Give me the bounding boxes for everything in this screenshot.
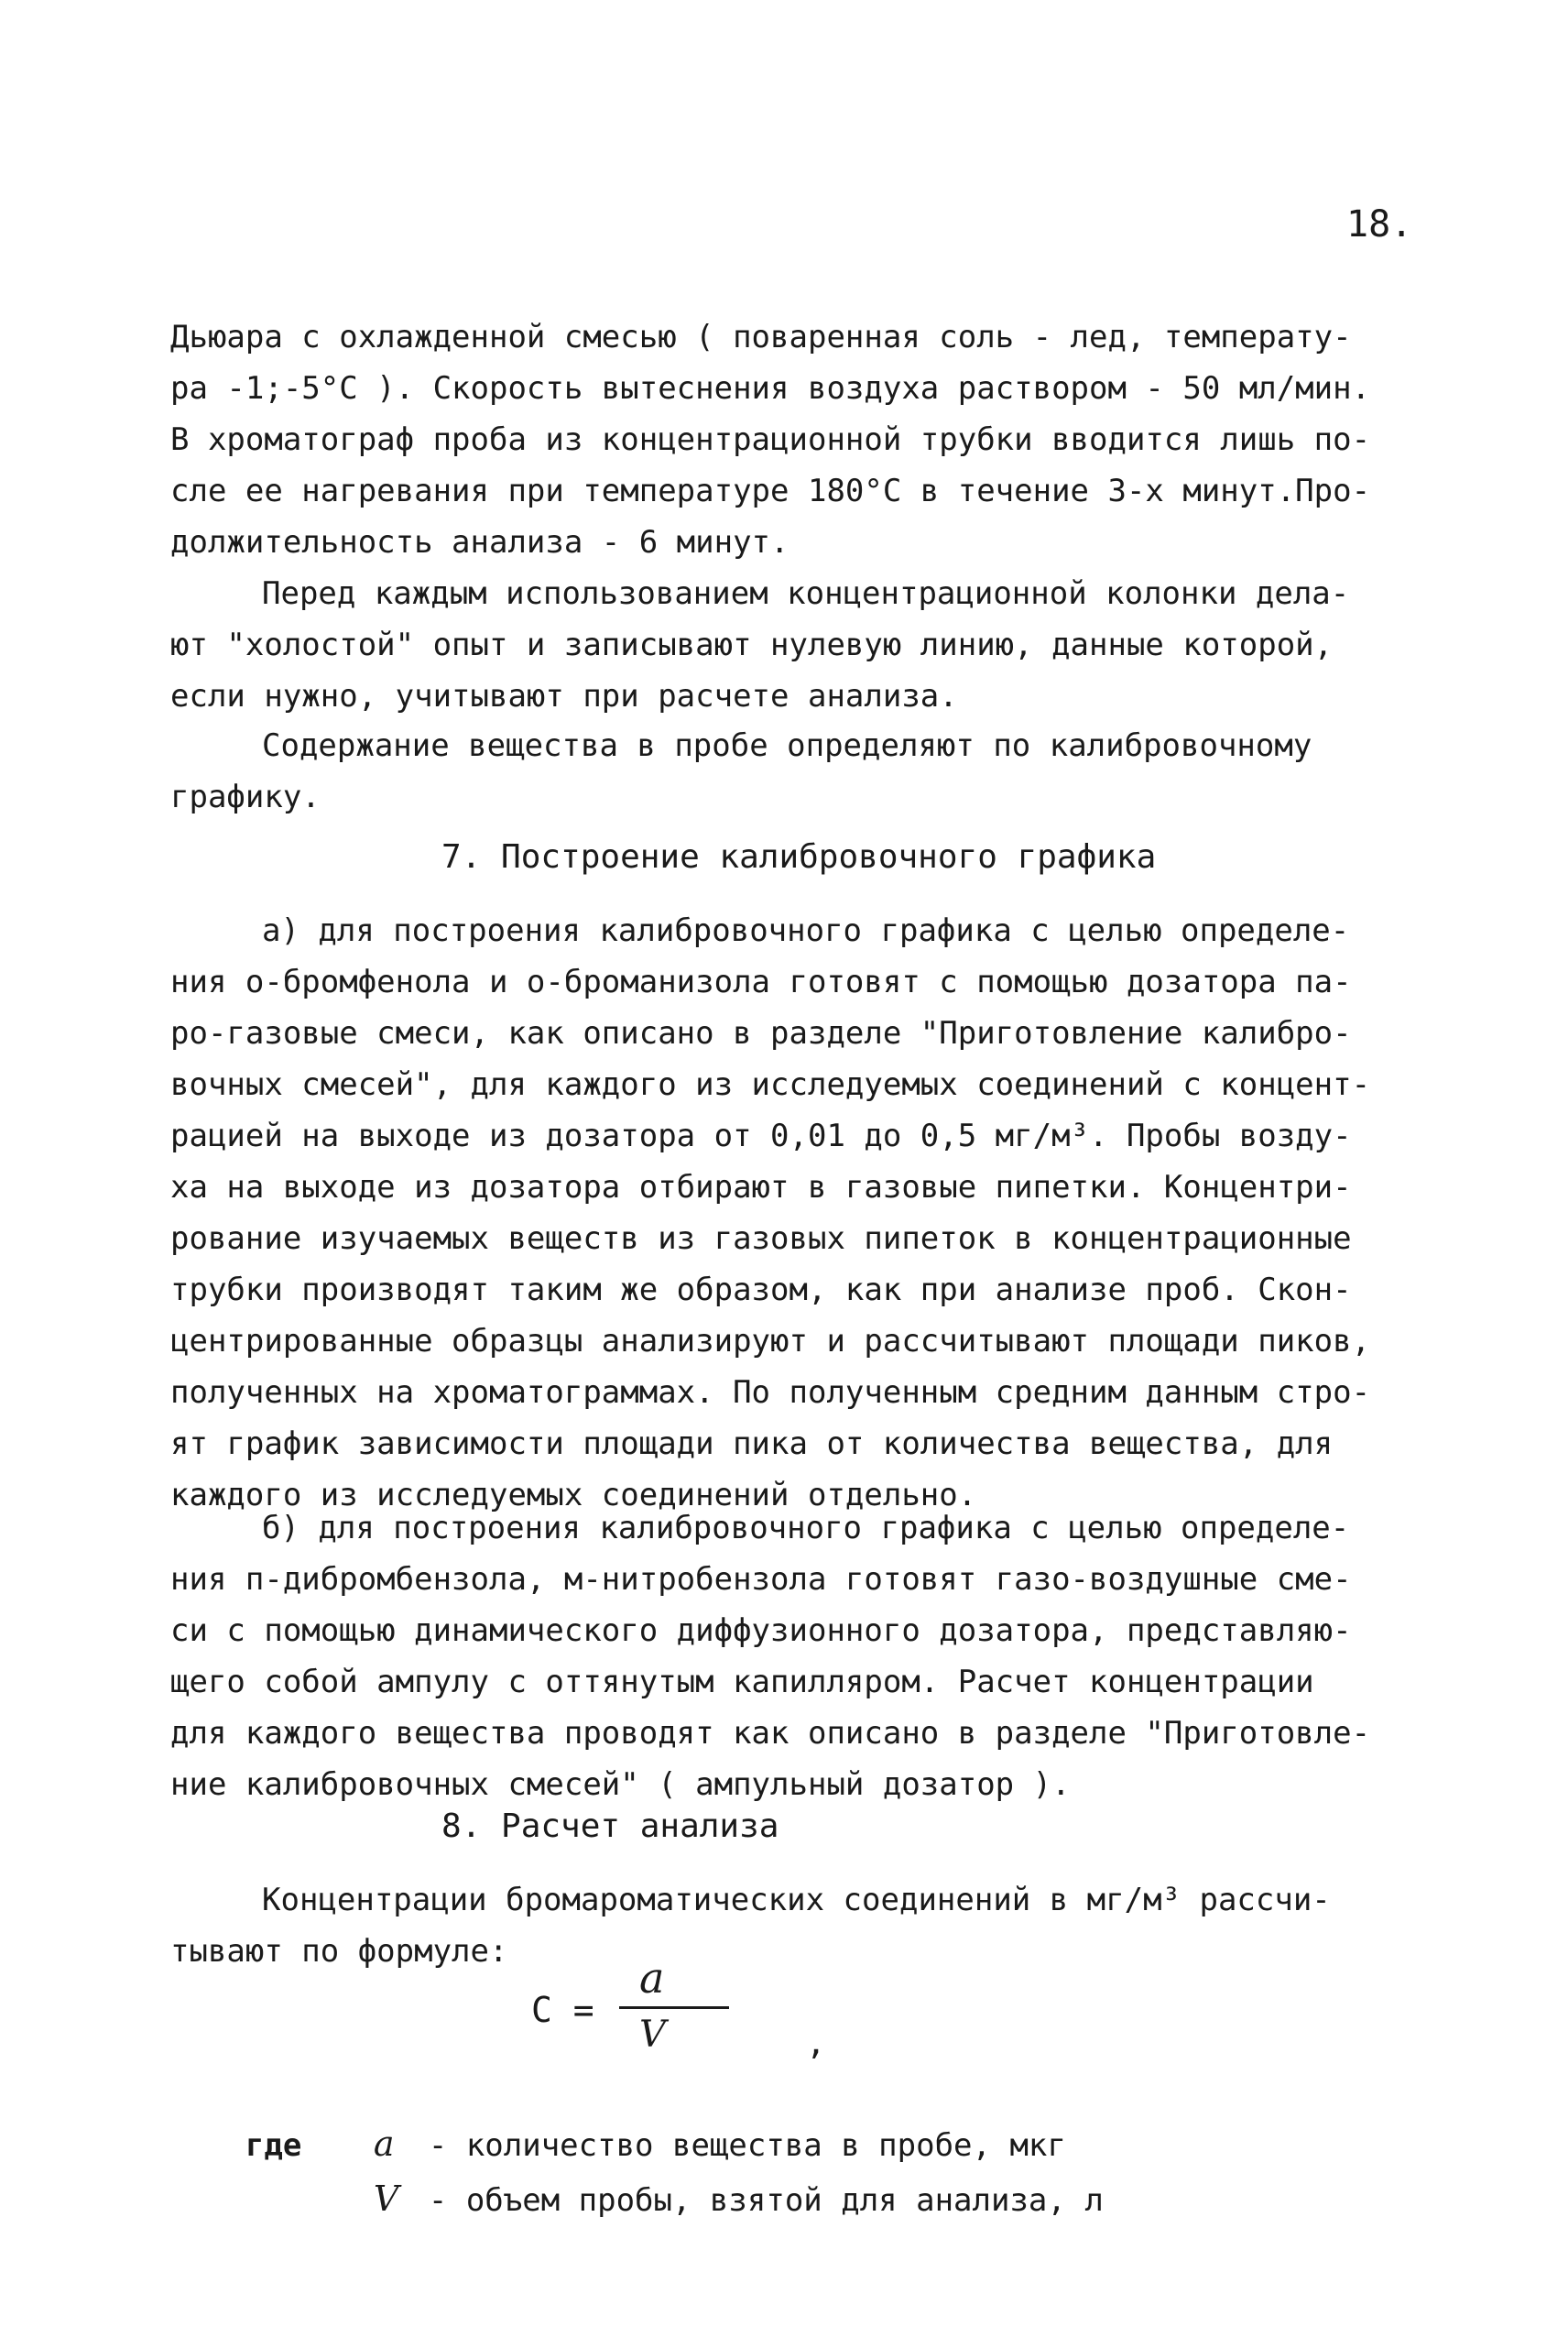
paragraph-dewar: [170, 311, 1443, 568]
definition-text: - количество вещества в пробе, мкг: [428, 2127, 1066, 2164]
text-line: Перед каждым использованием концентрационной колонки дела-: [262, 575, 1350, 612]
section-7-item-a: [170, 905, 1443, 1521]
text-line: тывают по формуле:: [170, 1933, 508, 1970]
formula-lhs: С =: [531, 1990, 594, 2030]
text-line: сле ее нагревания при температуре 180°С в течение 3-х минут.Про-: [170, 473, 1371, 509]
text-line: графику.: [170, 779, 321, 815]
formula-denominator: V: [639, 2014, 666, 2056]
text-line: В хроматограф проба из концентрационной трубки вводится лишь по-: [170, 421, 1371, 458]
section-7-heading: 7. Построение калибровочного графика: [441, 838, 1157, 876]
text-line: ро-газовые смеси, как описано в разделе "Приготовление калибро-: [170, 1015, 1352, 1052]
text-line: рование изучаемых веществ из газовых пипеток в концентрационные: [170, 1220, 1352, 1257]
text-line: а) для построения калибровочного графика с целью определе-: [262, 912, 1350, 949]
page-number: 18.: [1346, 203, 1413, 246]
concentration-formula: [531, 1953, 833, 2080]
text-line: ния о-бромфенола и о-броманизола готовят с помощью дозатора па-: [170, 964, 1352, 1000]
section-8-heading: 8. Расчет анализа: [441, 1807, 779, 1845]
where-word: где: [245, 2127, 302, 2164]
text-line: ха на выходе из дозатора отбирают в газовые пипетки. Концентри-: [170, 1169, 1352, 1206]
text-line: ют "холостой" опыт и записывают нулевую линию, данные которой,: [170, 627, 1334, 663]
text-line: центрированные образцы анализируют и рассчитывают площади пиков,: [170, 1323, 1371, 1360]
text-line: Концентрации бромароматических соединений в мг/м³ рассчи-: [262, 1882, 1331, 1918]
paragraph-content: [170, 720, 1443, 823]
paragraph-blank-test: [170, 568, 1443, 722]
text-line: если нужно, учитывают при расчете анализа.: [170, 678, 958, 715]
text-line: каждого из исследуемых соединений отдельно.: [170, 1477, 977, 1513]
text-line: си с помощью динамического диффузионного дозатора, представляю-: [170, 1612, 1352, 1649]
definition-symbol: V: [373, 2179, 399, 2219]
section-7-item-b: [170, 1502, 1443, 1810]
text-line: трубки производят таким же образом, как при анализе проб. Скон-: [170, 1272, 1352, 1308]
text-line: полученных на хроматограммах. По полученным средним данным стро-: [170, 1374, 1371, 1411]
text-line: Дьюара с охлажденной смесью ( поваренная соль - лед, температу-: [170, 319, 1352, 355]
text-line: рацией на выходе из дозатора от 0,01 до 0,5 мг/м³. Пробы возду-: [170, 1118, 1352, 1154]
text-line: щего собой ампулу с оттянутым капилляром. Расчет концентрации: [170, 1664, 1314, 1700]
text-line: Содержание вещества в пробе определяют по калибровочному: [262, 727, 1312, 764]
definition-text: - объем пробы, взятой для анализа, л: [428, 2182, 1104, 2219]
text-line: для каждого вещества проводят как описано в разделе "Приготовле-: [170, 1715, 1371, 1752]
definition-symbol: a: [373, 2124, 395, 2164]
fraction-bar: [619, 2006, 729, 2009]
text-line: ния п-дибромбензола, м-нитробензола готовят газо-воздушные сме-: [170, 1561, 1352, 1598]
text-line: б) для построения калибровочного графика с целью определе-: [262, 1510, 1350, 1546]
formula-numerator: a: [639, 1953, 665, 2003]
text-line: вочных смесей", для каждого из исследуемых соединений с концент-: [170, 1066, 1371, 1103]
formula-comma: ,: [806, 2025, 826, 2062]
text-line: ние калибровочных смесей" ( ампульный дозатор ).: [170, 1766, 1071, 1803]
definition-v: [170, 2122, 1104, 2277]
text-line: ят график зависимости площади пика от количества вещества, для: [170, 1425, 1334, 1462]
text-line: должительность анализа - 6 минут.: [170, 524, 789, 561]
text-line: ра -1;-5°С ). Скорость вытеснения воздуха раствором - 50 мл/мин.: [170, 370, 1371, 407]
